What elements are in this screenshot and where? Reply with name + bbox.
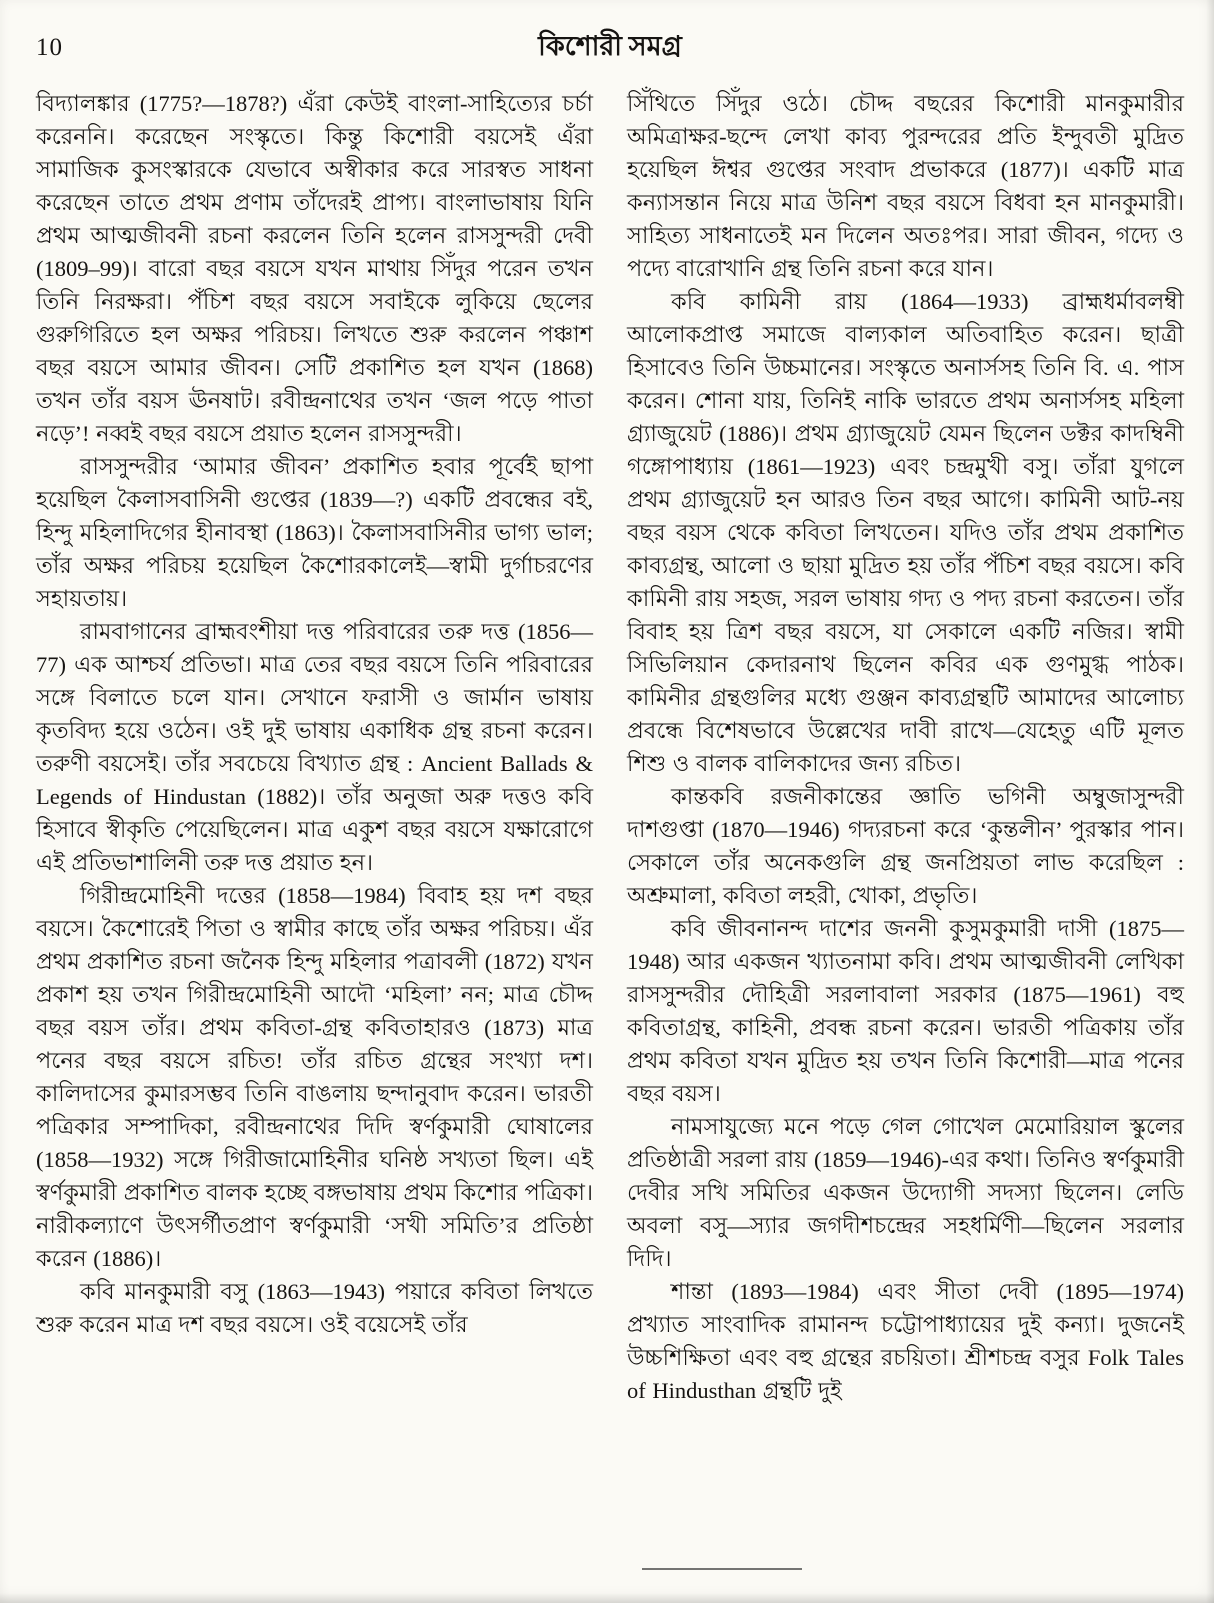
paragraph: কবি জীবনানন্দ দাশের জননী কুসুমকুমারী দাসী (1875—1948) আর একজন খ্যাতনামা কবি। প্রথম আত্মজীবনী লেখিকা রাসসুন্দরীর দৌহিত্রী সরলাবালা সরকার (1875—1961) বহু কবিতাগ্রন্থ, কাহিনী, প্রবন্ধ রচনা করেন। ভারতী পত্রিকায় তাঁর প্রথম কবিতা যখন মুদ্রিত হয় তখন তিনি কিশোরী—মাত্র পনের বছর বয়স। <box>627 916 1184 1106</box>
left-column <box>36 87 593 1407</box>
page-title: কিশোরী সমগ্র <box>538 31 682 61</box>
paragraph-continuation: সিঁথিতে সিঁদুর ওঠে। চৌদ্দ বছরের কিশোরী মানকুমারীর অমিত্রাক্ষর-ছন্দে লেখা কাব্য পুরন্দরের প্রতি ইন্দুবতী মুদ্রিত হয়েছিল ঈশ্বর গুপ্তের সংবাদ প্রভাকরে (1877)। একটি মাত্র কন্যাসন্তান নিয়ে মাত্র উনিশ বছর বয়সে বিধবা হন মানকুমারী। সাহিত্য সাধনাতেই মন দিলেন অতঃপর। সারা জীবন, গদ্যে ও পদ্যে বারোখানি গ্রন্থ তিনি রচনা করে যান। <box>627 91 1184 281</box>
paragraph: শান্তা (1893—1984) এবং সীতা দেবী (1895—1974) প্রখ্যাত সাংবাদিক রামানন্দ চট্টোপাধ্যায়ের দুই কন্যা। দুজনেই উচ্চশিক্ষিতা এবং বহু গ্রন্থের রচয়িতা। শ্রীশচন্দ্র বসুর Folk Tales of Hindusthan গ্রন্থটি দুই <box>627 1279 1184 1403</box>
scan-artifact-line <box>642 1568 802 1570</box>
paragraph: কান্তকবি রজনীকান্তের জ্ঞাতি ভগিনী অম্বুজাসুন্দরী দাশগুপ্তা (1870—1946) গদ্যরচনা করে ‘কুন্তলীন’ পুরস্কার পান। সেকালে তাঁর অনেকগুলি গ্রন্থ জনপ্রিয়তা লাভ করেছিল : অশ্রুমালা, কবিতা লহরী, খোকা, প্রভৃতি। <box>627 784 1184 908</box>
right-column <box>627 87 1184 1407</box>
paragraph: গিরীন্দ্রমোহিনী দত্তের (1858—1984) বিবাহ হয় দশ বছর বয়সে। কৈশোরেই পিতা ও স্বামীর কাছে তাঁর অক্ষর পরিচয়। এঁর প্রথম প্রকাশিত রচনা জনৈক হিন্দু মহিলার পত্রাবলী (1872) যখন প্রকাশ হয় তখন গিরীন্দ্রমোহিনী আদৌ ‘মহিলা’ নন; মাত্র চৌদ্দ বছর বয়স তাঁর। প্রথম কবিতা-গ্রন্থ কবিতাহারও (1873) মাত্র পনের বছর বয়সে রচিত! তাঁর রচিত গ্রন্থের সংখ্যা দশ। কালিদাসের কুমারসম্ভব তিনি বাঙলায় ছন্দানুবাদ করেন। ভারতী পত্রিকার সম্পাদিকা, রবীন্দ্রনাথের দিদি স্বর্ণকুমারী ঘোষালের (1858—1932) সঙ্গে গিরীজামোহিনীর ঘনিষ্ঠ সখ্যতা ছিল। এই স্বর্ণকুমারী প্রকাশিত বালক হচ্ছে বঙ্গভাষায় প্রথম কিশোর পত্রিকা। নারীকল্যাণে উৎসর্গীতপ্রাণ স্বর্ণকুমারী ‘সখী সমিতি’র প্রতিষ্ঠা করেন (1886)। <box>36 883 593 1271</box>
text-columns <box>36 87 1184 1407</box>
paragraph: রামবাগানের ব্রাহ্মবংশীয়া দত্ত পরিবারের তরু দত্ত (1856—77) এক আশ্চর্য প্রতিভা। মাত্র তের বছর বয়সে তিনি পরিবারের সঙ্গে বিলাতে চলে যান। সেখানে ফরাসী ও জার্মান ভাষায় কৃতবিদ্য হয়ে ওঠেন। ওই দুই ভাষায় একাধিক গ্রন্থ রচনা করেন। তরুণী বয়সেই। তাঁর সবচেয়ে বিখ্যাত গ্রন্থ : Ancient Ballads & Legends of Hindustan (1882)। তাঁর অনুজা অরু দত্তও কবি হিসাবে স্বীকৃতি পেয়েছিলেন। মাত্র একুশ বছর বয়সে যক্ষারোগে এই প্রতিভাশালিনী তরু দত্ত প্রয়াত হন। <box>36 619 593 875</box>
page-header <box>36 26 1184 71</box>
paragraph: কবি কামিনী রায় (1864—1933) ব্রাহ্মধর্মাবলম্বী আলোকপ্রাপ্ত সমাজে বাল্যকাল অতিবাহিত করেন। ছাত্রী হিসাবেও তিনি উচ্চমানের। সংস্কৃতে অনার্সসহ তিনি বি. এ. পাস করেন। শোনা যায়, তিনিই নাকি ভারতে প্রথম অনার্সসহ মহিলা গ্র্যাজুয়েট (1886)। প্রথম গ্র্যাজুয়েট যেমন ছিলেন ডক্টর কাদম্বিনী গঙ্গোপাধ্যায় (1861—1923) এবং চন্দ্রমুখী বসু। তাঁরা যুগলে প্রথম গ্র্যাজুয়েট হন আরও তিন বছর আগে। কামিনী আট-নয় বছর বয়স থেকে কবিতা লিখতেন। যদিও তাঁর প্রথম প্রকাশিত কাব্যগ্রন্থ, আলো ও ছায়া মুদ্রিত হয় তাঁর পঁচিশ বছর বয়সে। কবি কামিনী রায় সহজ, সরল ভাষায় গদ্য ও পদ্য রচনা করতেন। তাঁর বিবাহ হয় ত্রিশ বছর বয়সে, যা সেকালে একটি নজির। স্বামী সিভিলিয়ান কেদারনাথ ছিলেন কবির এক গুণমুগ্ধ পাঠক। কামিনীর গ্রন্থগুলির মধ্যে গুঞ্জন কাব্যগ্রন্থটি আমাদের আলোচ্য প্রবন্ধে বিশেষভাবে উল্লেখের দাবী রাখে—যেহেতু এটি মূলত শিশু ও বালক বালিকাদের জন্য রচিত। <box>627 289 1184 776</box>
scan-edge-shadow-right <box>1206 0 1214 1603</box>
paragraph: নামসাযুজ্যে মনে পড়ে গেল গোখেল মেমোরিয়াল স্কুলের প্রতিষ্ঠাত্রী সরলা রায় (1859—1946)-এর কথা। তিনিও স্বর্ণকুমারী দেবীর সখি সমিতির একজন উদ্যোগী সদস্যা ছিলেন। লেডি অবলা বসু—স্যার জগদীশচন্দ্রের সহধর্মিণী—ছিলেন সরলার দিদি। <box>627 1114 1184 1271</box>
paragraph: কবি মানকুমারী বসু (1863—1943) পয়ারে কবিতা লিখতে শুরু করেন মাত্র দশ বছর বয়সে। ওই বয়েসেই তাঁর <box>36 1279 593 1337</box>
paragraph: রাসসুন্দরীর ‘আমার জীবন’ প্রকাশিত হবার পূর্বেই ছাপা হয়েছিল কৈলাসবাসিনী গুপ্তের (1839—?) একটি প্রবন্ধের বই, হিন্দু মহিলাদিগের হীনাবস্থা (1863)। কৈলাসবাসিনীর ভাগ্য ভাল; তাঁর অক্ষর পরিচয় হয়েছিল কৈশোরকালেই—স্বামী দুর্গাচরণের সহায়তায়। <box>36 454 593 611</box>
page-number: 10 <box>36 34 63 61</box>
paragraph-continuation: বিদ্যালঙ্কার (1775?—1878?) এঁরা কেউই বাংলা-সাহিত্যের চর্চা করেননি। করেছেন সংস্কৃতে। কিন্তু কিশোরী বয়সেই এঁরা সামাজিক কুসংস্কারকে যেভাবে অস্বীকার করে সারস্বত সাধনা করেছেন তাতে প্রথম প্রণাম তাঁদেরই প্রাপ্য। বাংলাভাষায় যিনি প্রথম আত্মজীবনী রচনা করলেন তিনি হলেন রাসসুন্দরী দেবী (1809–99)। বারো বছর বয়সে যখন মাথায় সিঁদুর পরেন তখন তিনি নিরক্ষরা। পঁচিশ বছর বয়সে সবাইকে লুকিয়ে ছেলের গুরুগিরিতে হল অক্ষর পরিচয়। লিখতে শুরু করলেন পঞ্চাশ বছর বয়সে আমার জীবন। সেটি প্রকাশিত হল যখন (1868) তখন তাঁর বয়স ঊনষাট। রবীন্দ্রনাথের তখন ‘জল পড়ে পাতা নড়ে’! নব্বই বছর বয়সে প্রয়াত হলেন রাসসুন্দরী। <box>36 91 593 446</box>
scan-edge-shadow-bottom <box>0 1593 1214 1603</box>
